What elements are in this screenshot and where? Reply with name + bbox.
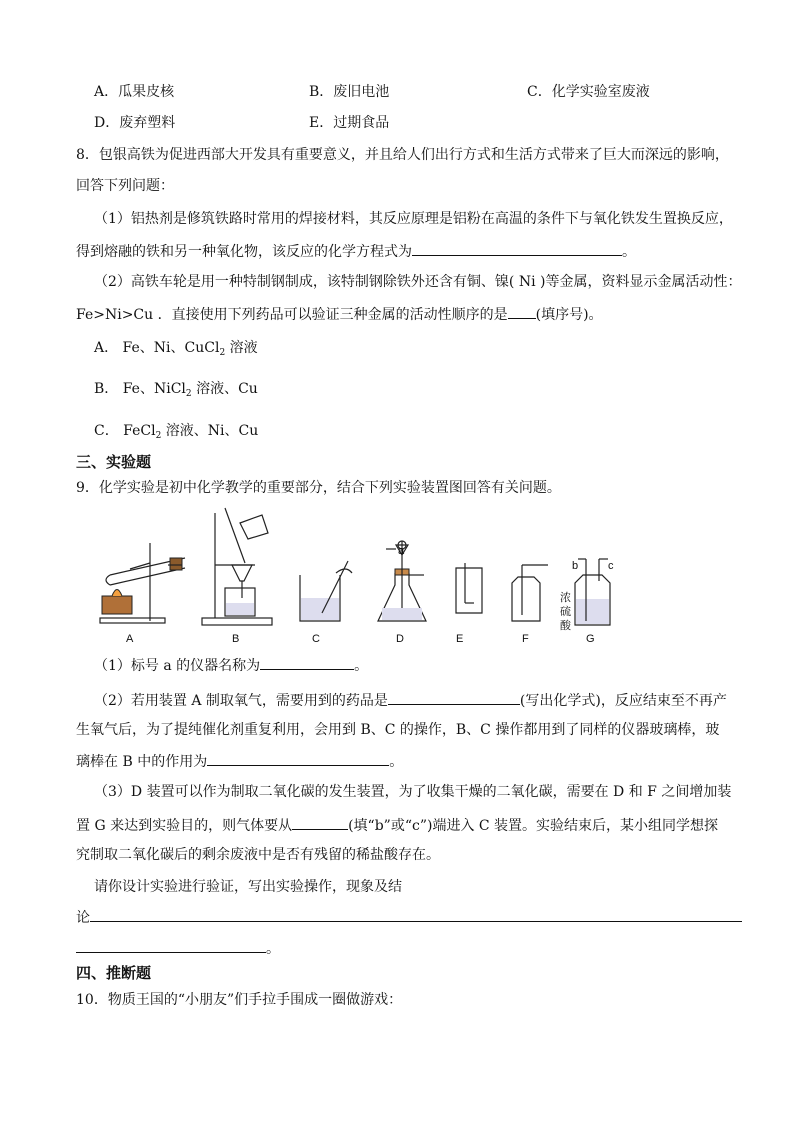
section-heading-inference: 四、推断题 (76, 964, 152, 982)
answer-blank-glass-rod[interactable] (207, 750, 389, 766)
option-a: A．瓜果皮核 (94, 84, 175, 100)
option-e: E．过期食品 (309, 115, 390, 131)
option-b: B．废旧电池 (309, 84, 390, 100)
apparatus-b (202, 508, 272, 625)
q8-option-b: B． Fe、NiCl$_2$ 溶液、Cu (94, 381, 258, 399)
figure-label-f: F (522, 633, 529, 645)
q8-part2-end: (填序号)。 (535, 307, 603, 323)
q9-part4-line3: 。 (76, 937, 280, 959)
q8-part1-line2 (76, 240, 636, 262)
figure-label-a: A (126, 633, 134, 645)
acid-label: 浓 硫 酸 (560, 592, 571, 632)
figure-label-c: C (312, 633, 320, 645)
answer-blank-instrument[interactable] (260, 654, 354, 670)
apparatus-a (100, 543, 185, 623)
q8-part1-end: 。 (622, 244, 636, 260)
apparatus-c (300, 561, 352, 621)
q9-part3-line3: 究制取二氧化碳后的剩余废液中是否有残留的稀盐酸存在。 (76, 847, 440, 863)
apparatus-e (456, 563, 482, 613)
q9-part1: （1）标号 a 的仪器名称为 。 (94, 654, 368, 676)
answer-blank-inlet[interactable] (292, 814, 348, 830)
figure-label-g: G (586, 633, 595, 645)
q8-stem-line2: 回答下列问题： (76, 178, 174, 194)
q8-option-a: A． Fe、Ni、CuCl$_2$ 溶液 (94, 340, 258, 358)
q9-part4-line1: 请你设计实验进行验证，写出实验操作，现象及结 (94, 879, 402, 895)
apparatus-g (575, 559, 610, 625)
apparatus-f (512, 565, 548, 621)
label-b: b (572, 560, 579, 572)
label-a: a (398, 545, 405, 557)
q8-stem-line1: 8．包银高铁为促进西部大开发具有重要意义，并且给人们出行方式和生活方式带来了巨大而深远的影响， (76, 147, 729, 163)
answer-blank-conclusion-2[interactable] (76, 937, 266, 953)
q8-option-c: C． FeCl$_2$ 溶液、Ni、Cu (94, 423, 259, 441)
option-d: D．废弃塑料 (94, 115, 176, 131)
q8-part2-line2 (76, 303, 603, 325)
answer-blank-equation[interactable] (412, 240, 622, 256)
option-c: C．化学实验室废液 (527, 84, 650, 100)
q8-part1-text: 得到熔融的铁和另一种氧化物，该反应的化学方程式为 (76, 244, 412, 260)
answer-blank-choice[interactable] (508, 303, 536, 319)
q8-part2-text: Fe>Ni>Cu ．直接使用下列药品可以验证三种金属的活动性顺序的是 (76, 307, 508, 323)
figure-label-e: E (456, 633, 464, 645)
q10-stem: 10．物质王国的“小朋友”们手拉手围成一圈做游戏： (76, 992, 403, 1008)
label-c: c (608, 560, 614, 572)
q9-part4-line2: 论 (76, 906, 742, 928)
q9-part3-line1: （3）D 装置可以作为制取二氧化碳的发生装置，为了收集干燥的二氧化碳，需要在 D 和 F 之间增加装 (94, 784, 732, 800)
figure-label-d: D (396, 633, 404, 645)
q9-stem: 9．化学实验是初中化学教学的重要部分，结合下列实验装置图回答有关问题。 (76, 480, 561, 496)
section-heading-experiment: 三、实验题 (76, 453, 152, 471)
q9-part3-line2: 置 G 来达到实验目的，则气体要从 (填“b”或“c”)端进入 C 装置。实验结束后，某小组同学想探 (76, 814, 718, 836)
answer-blank-conclusion-1[interactable] (90, 906, 742, 922)
apparatus-figure (90, 503, 620, 648)
q9-part2-line3: 璃棒在 B 中的作用为 。 (76, 750, 403, 772)
q9-part2-line2: 生氧气后，为了提纯催化剂重复利用，会用到 B、C 的操作，B、C 操作都用到了同样的仪器玻璃棒，玻 (76, 722, 720, 738)
answer-blank-reagent[interactable] (388, 689, 520, 705)
apparatus-drawing (90, 503, 620, 648)
q8-part1-line1: （1）铝热剂是修筑铁路时常用的焊接材料，其反应原理是铝粉在高温的条件下与氧化铁发生置换反应， (94, 211, 733, 227)
q8-part2-line1: （2）高铁车轮是用一种特制钢制成，该特制钢除铁外还含有铜、镍( Ni )等金属，资料显示金属活动性： (94, 274, 742, 290)
q9-part2-line1: （2）若用装置 A 制取氧气，需要用到的药品是 (写出化学式)，反应结束至不再产 (94, 689, 727, 711)
figure-label-b: B (232, 633, 240, 645)
